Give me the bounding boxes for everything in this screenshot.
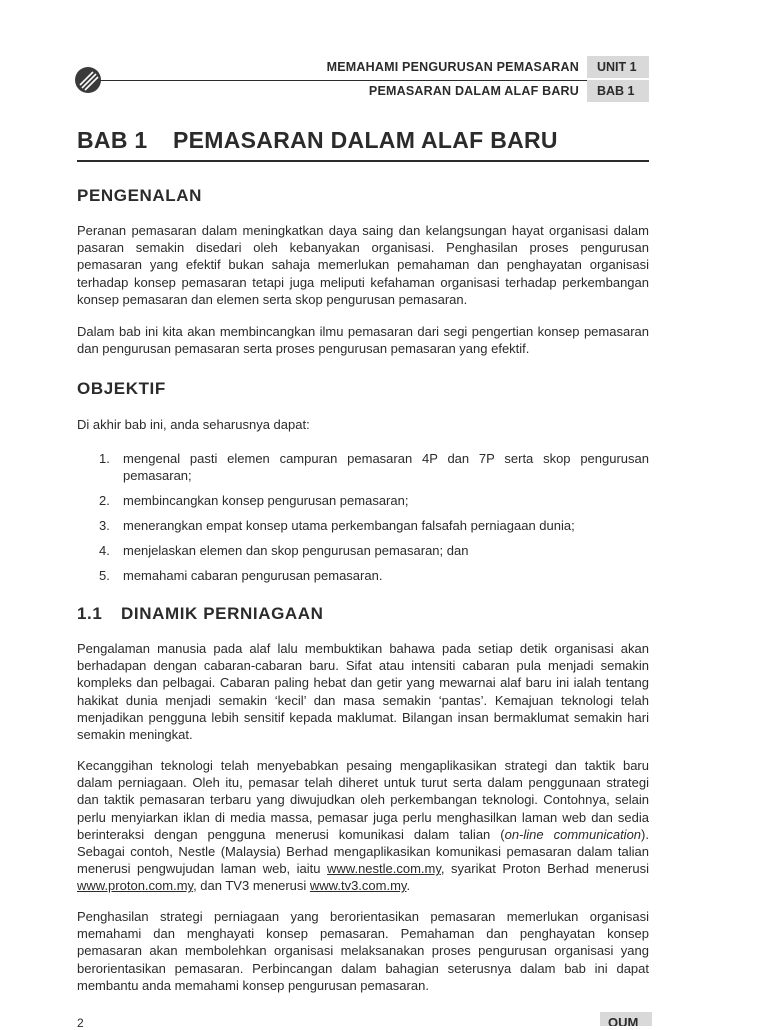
header-unit-label: UNIT 1 <box>587 56 649 78</box>
header-unit-title: MEMAHAMI PENGURUSAN PEMASARAN <box>326 60 579 74</box>
objective-item: 3. menerangkan empat konsep utama perkembangan falsafah perniagaan dunia; <box>99 518 575 533</box>
section-1-1-heading <box>77 604 324 624</box>
italic-term: on-line communication <box>504 826 642 842</box>
header-chapter-label: BAB 1 <box>587 80 649 102</box>
objectives-list <box>77 450 649 592</box>
objective-item: 4. menjelaskan elemen dan skop pengurusan pemasaran; dan <box>99 543 469 558</box>
link-proton[interactable]: www.proton.com.my <box>77 878 194 894</box>
section-1-1-paragraph-2: Kecanggihan teknologi telah menyebabkan pesaing mengaplikasikan strategi dan taktik baru dalam perniagaan. Oleh itu, pemasar telah diheret untuk turut serta dalam penggunaan strategi dan taktik pemasaran terbaru yang diwujudkan oleh perkembangan teknologi. Contohnya, selain perlu menyiarkan iklan di media massa, pemasar juga perlu menghasilkan laman web dan sedia berinteraksi dengan pengguna menerusi komunikasi dalam talian (on-line communication). Sebagai contoh, Nestle (Malaysia) Berhad mengaplikasikan komunikasi pemasaran dalam talian menerusi pengwujudan laman web, iaitu www.nestle.com.my, syarikat Proton Berhad menerusi www.proton.com.my, dan TV3 menerusi www.tv3.com.my. <box>77 758 649 894</box>
chapter-title <box>77 127 649 162</box>
link-nestle[interactable]: www.nestle.com.my <box>327 861 441 877</box>
objective-item: 1. mengenal pasti elemen campuran pemasaran 4P dan 7P serta skop pengurusan pemasaran; <box>99 451 649 483</box>
section-1-1-paragraph-1: Pengalaman manusia pada alaf lalu membuktikan bahawa pada setiap detik organisasi akan berhadapan dengan cabaran-cabaran baru. Sifat atau intensiti cabaran pula menjadi semakin kompleks dan pelbagai. Cabaran paling hebat dan getir yang mewarnai alaf baru ini ialah tentang hakikat dunia menjadi semakin ‘kecil’ dan masa semakin ‘pantas’. Kemajuan teknologi telah menjadikan pengguna lebih sensitif kepada maklumat. Bilangan insan bermaklumat semakin hari semakin meningkat. <box>77 641 649 743</box>
intro-heading: PENGENALAN <box>77 186 203 205</box>
link-tv3[interactable]: www.tv3.com.my <box>309 878 407 894</box>
intro-paragraph-2: Dalam bab ini kita akan membincangkan ilmu pemasaran dari segi pengertian konsep pemasaran dan pengurusan pemasaran serta proses pengurusan pemasaran yang efektif. <box>77 324 649 357</box>
objectives-lead: Di akhir bab ini, anda seharusnya dapat: <box>77 417 310 432</box>
header-rule <box>100 80 649 81</box>
intro-paragraph-1: Peranan pemasaran dalam meningkatkan daya saing dan kelangsungan hayat organisasi dalam pasaran semakin disedari oleh kebanyakan organisasi. Penghasilan proses pengurusan pemasaran yang efektif bukan sahaja memerlukan pemahaman dan penghayatan organisasi terhadap konsep pemasaran tetapi juga meliputi kefahaman organisasi terhadap perkembangan konsep pemasaran dan elemen serta skop pengurusan pemasaran. <box>77 223 649 307</box>
section-title: DINAMIK PERNIAGAAN <box>121 604 324 623</box>
objective-item: 5. memahami cabaran pengurusan pemasaran. <box>99 568 383 583</box>
header-chapter-title: PEMASARAN DALAM ALAF BARU <box>368 84 579 98</box>
objective-item: 2. membincangkan konsep pengurusan pemasaran; <box>99 493 409 508</box>
objectives-heading: OBJEKTIF <box>77 379 166 398</box>
footer-brand: OUM <box>600 1012 652 1026</box>
page-number: 2 <box>77 1016 84 1030</box>
chapter-number: BAB 1 <box>77 127 148 153</box>
section-1-1-paragraph-3: Penghasilan strategi perniagaan yang berorientasikan pemasaran memerlukan organisasi memahami dan menghayati konsep pemasaran. Pemahaman dan penghayatan konsep pemasaran akan membolehkan organisasi melaksanakan proses pengurusan organisasi yang berorientasikan pemasaran. Perbincangan dalam bahagian seterusnya dalam bab ini dapat membantu anda memahami konsep pengurusan pemasaran. <box>77 909 649 993</box>
chapter-name: PEMASARAN DALAM ALAF BARU <box>173 127 558 153</box>
oum-logo-icon <box>74 66 102 94</box>
section-number: 1.1 <box>77 604 103 623</box>
